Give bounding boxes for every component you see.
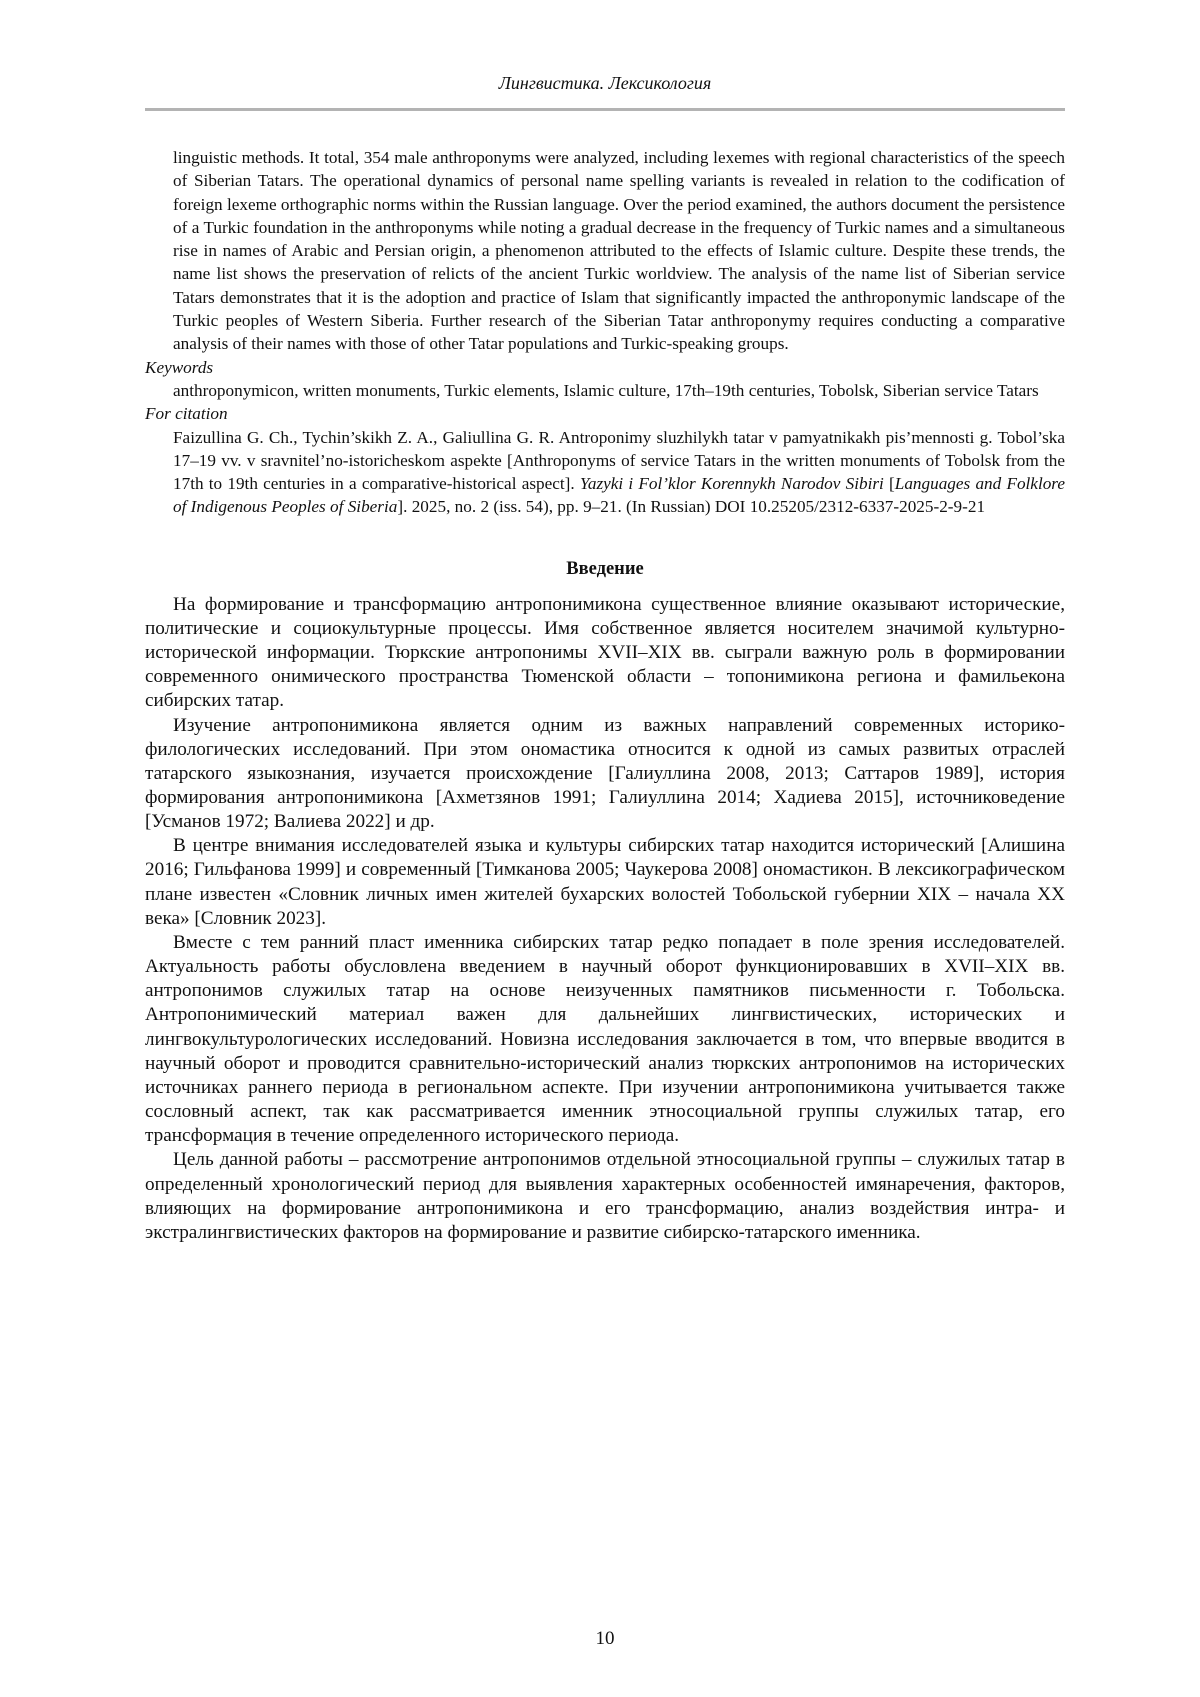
intro-paragraph: На формирование и трансформацию антропонимикона существенное влияние оказывают исторические, политические и социокультурные процессы. Имя собственное является носителем значимой культурно-исторической информации. Тюркские антропонимы XVII–XIX вв. сыграли важную роль в формировании современного онимического пространства Тюменской области – топонимикона региона и фамильекона сибирских татар. (145, 593, 1065, 712)
intro-paragraph: Изучение антропонимикона является одним из важных направлений современных историко-филологических исследований. При этом ономастика относится к одной из самых развитых отраслей татарского языкознания, изучается происхождение [Галиуллина 2008, 2013; Саттаров 1989], история формирования антропонимикона [Ахметзянов 1991; Галиуллина 2014; Хадиева 2015], источниковедение [Усманов 1972; Валиева 2022] и др. (145, 714, 1065, 833)
intro-paragraph: Вместе с тем ранний пласт именника сибирских татар редко попадает в поле зрения исследователей. Актуальность работы обусловлена введением в научный оборот функционировавших в XVII–XIX вв. антропонимов служилых татар на основе неизученных памятников письменности г. Тобольска. Антропонимический материал важен для дальнейших лингвистических, исторических и лингвокультурологических исследований. Новизна исследования заключается в том, что впервые вводится в научный оборот и проводится сравнительно-исторический анализ тюркских антропонимов на исторических источниках раннего периода в региональном аспекте. При изучении антропонимикона учитывается также сословный аспект, так как рассматривается именник этносоциальной группы служилых татар, его трансформация в течение определенного исторического периода. (145, 931, 1065, 1147)
citation-label: For citation (145, 404, 228, 424)
citation-journal: Yazyki i Fol’klor Korennykh Narodov Sibiri (579, 474, 884, 494)
citation-part-2: [ (883, 474, 895, 494)
citation-text (173, 426, 1065, 519)
running-title: Лингвистика. Лексикология (498, 73, 712, 93)
intro-paragraph: В центре внимания исследователей языка и культуры сибирских татар находится исторический [Алишина 2016; Гильфанова 1999] и современный [Тимканова 2005; Чаукерова 2008] ономастикон. В лексикографическом плане известен «Словник личных имен жителей бухарских волостей Тобольской губернии XIX – начала XX века» [Словник 2023]. (145, 835, 1065, 929)
introduction-heading: Введение (566, 558, 644, 579)
citation-part-3: ]. 2025, no. 2 (iss. 54), pp. 9–21. (In Russian) DOI 10.25205/2312-6337-2025-2-9-21 (397, 497, 986, 517)
header-rule (145, 108, 1065, 111)
page-content (145, 146, 1065, 1245)
citation-journal-en: Languages and Folklore of Indigenous Peoples of Siberia (173, 474, 1065, 517)
citation-part-1: Faizullina G. Ch., Tychin’skikh Z. A., Galiullina G. R. Antroponimy sluzhilykh tatar v pamyatnikakh pis’mennosti g. Tobol’ska 17–19 vv. v sravnitel’no-istoricheskom aspekte [Anthroponyms of service Tatars in the written monuments of Tobolsk from the 17th to 19th centuries in a comparative-historical aspect]. (173, 427, 1065, 494)
abstract-text: linguistic methods. It total, 354 male anthroponyms were analyzed, including lexemes with regional characteristics of the speech of Siberian Tatars. The operational dynamics of personal name spelling variants is revealed in relation to the codification of foreign lexeme orthographic norms within the Russian language. Over the period examined, the authors document the persistence of a Turkic foundation in the anthroponyms while noting a gradual decrease in the frequency of Turkic names and a simultaneous rise in names of Arabic and Persian origin, a phenomenon attributed to the effects of Islamic culture. Despite these trends, the name list shows the preservation of relicts of the ancient Turkic worldview. The analysis of the name list of Siberian service Tatars demonstrates that it is the adoption and practice of Islam that significantly impacted the anthroponymic landscape of the Turkic peoples of Western Siberia. Further research of the Siberian Tatar anthroponymy requires conducting a comparative analysis of their names with those of other Tatar populations and Turkic-speaking groups. (173, 148, 1065, 354)
intro-paragraph: Цель данной работы – рассмотрение антропонимов отдельной этносоциальной группы – служилых татар в определенный хронологический период для выявления характерных особенностей имянаречения, факторов, влияющих на формирование антропонимикона и его трансформацию, анализ воздействия интра- и экстралингвистических факторов на формирование и развитие сибирско-татарского именника. (145, 1149, 1065, 1243)
keywords-text: anthroponymicon, written monuments, Turkic elements, Islamic culture, 17th–19th centuries, Tobolsk, Siberian service Tatars (173, 380, 1039, 400)
keywords-label: Keywords (145, 357, 214, 377)
page-number: 10 (595, 1628, 615, 1649)
